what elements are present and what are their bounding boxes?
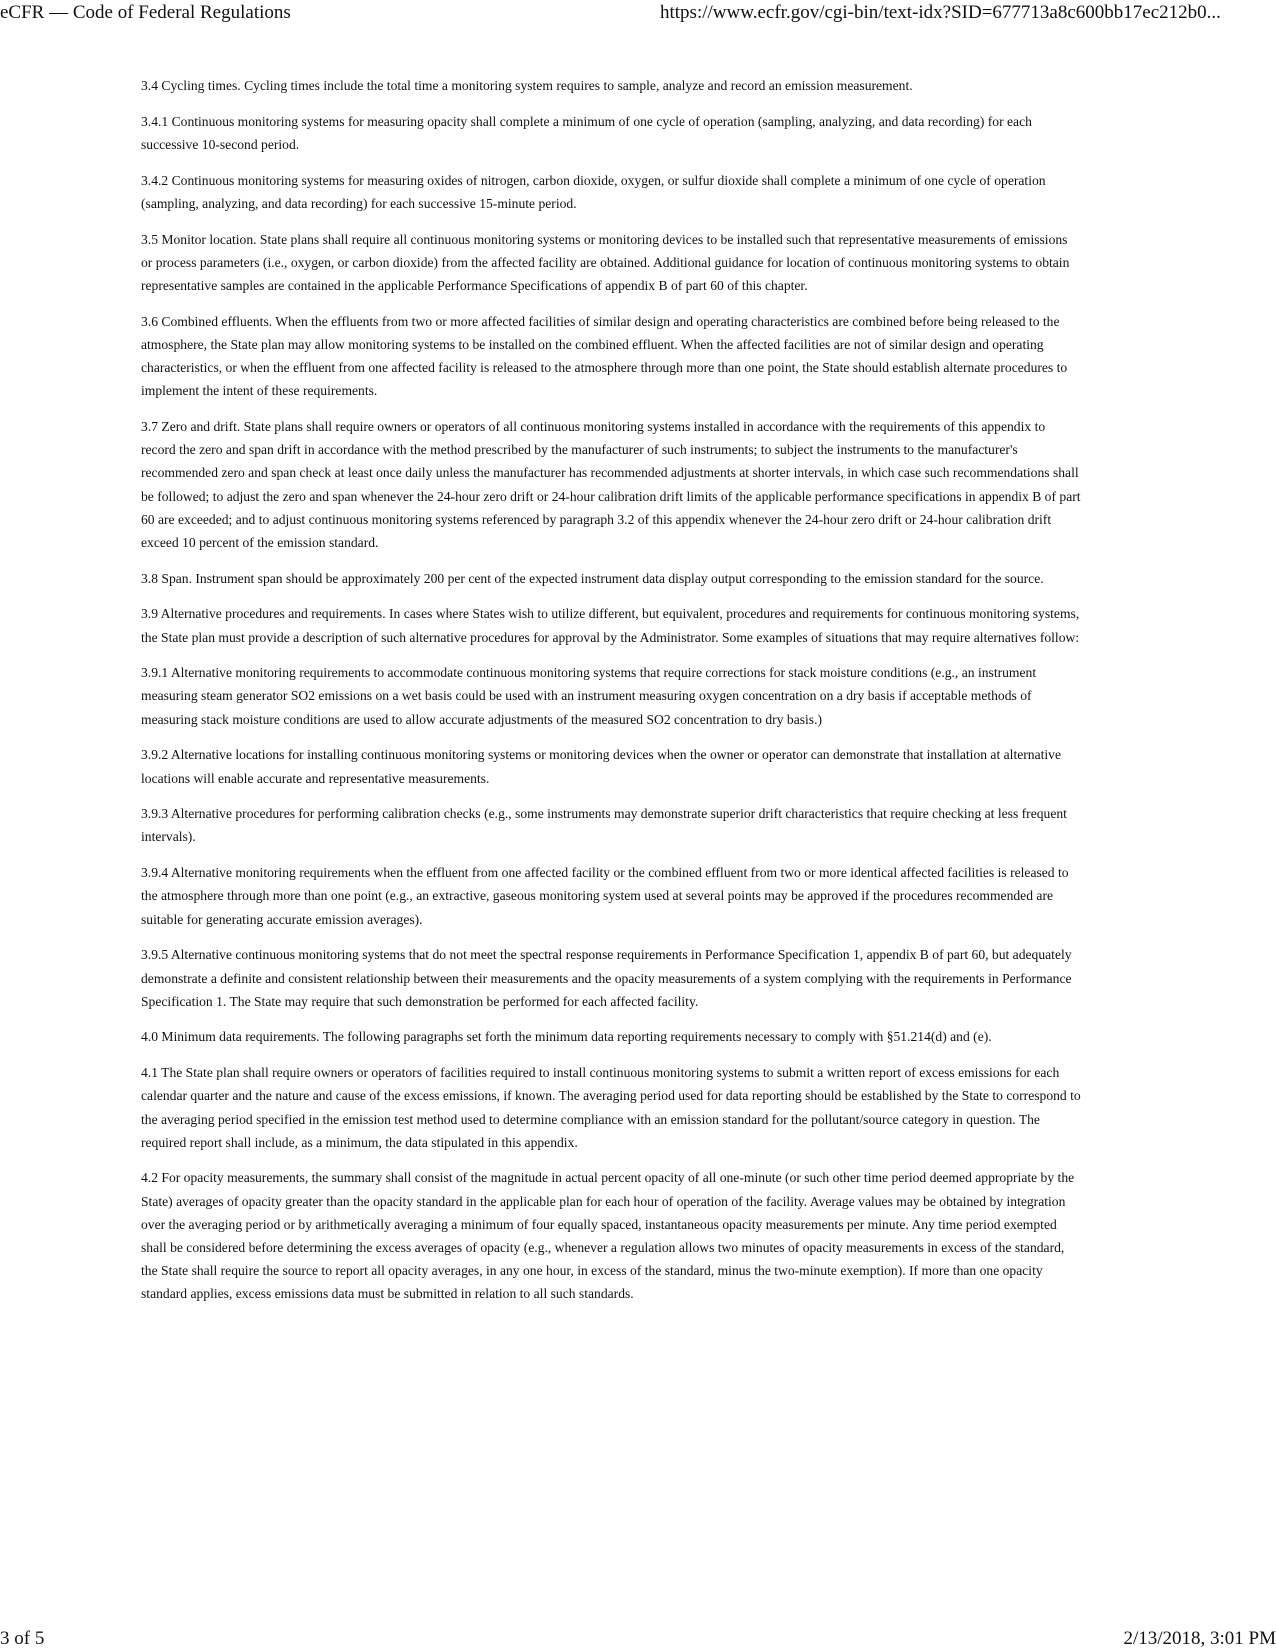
regulation-text bbox=[141, 74, 1081, 1318]
page-title: eCFR — Code of Federal Regulations bbox=[0, 2, 291, 23]
print-timestamp: 2/13/2018, 3:01 PM bbox=[1123, 1628, 1276, 1649]
paragraph: 3.7 Zero and drift. State plans shall require owners or operators of all continuous monitoring systems installed in accordance with the requirements of this appendix to record the zero and span drift in accordance with the method prescribed by the manufacturer of such instruments; to subject the instruments to the manufacturer's recommended zero and span check at least once daily unless the manufacturer has recommended adjustments at shorter intervals, in which case such recommendations shall be followed; to adjust the zero and span whenever the 24-hour zero drift or 24-hour calibration drift limits of the applicable performance specifications in appendix B of part 60 are exceeded; and to adjust continuous monitoring systems referenced by paragraph 3.2 of this appendix whenever the 24-hour zero drift or 24-hour calibration drift exceed 10 percent of the emission standard. bbox=[141, 418, 1081, 550]
paragraph: 4.2 For opacity measurements, the summary shall consist of the magnitude in actual percent opacity of all one-minute (or such other time period deemed appropriate by the State) averages of opacity greater than the opacity standard in the applicable plan for each hour of operation of the facility. Average values may be obtained by integration over the averaging period or by arithmetically averaging a minimum of four equally spaced, instantaneous opacity measurements per minute. Any time period exempted shall be considered before determining the excess averages of opacity (e.g., whenever a regulation allows two minutes of opacity measurements in excess of the standard, the State shall require the source to report all opacity averages, in any one hour, in excess of the standard, minus the two-minute exemption). If more than one opacity standard applies, excess emissions data must be submitted in relation to all such standards. bbox=[141, 1170, 1075, 1302]
paragraph: 3.9 Alternative procedures and requirements. In cases where States wish to utilize different, but equivalent, procedures and requirements for continuous monitoring systems, the State plan must provide a description of such alternative procedures for approval by the Administrator. Some examples of situations that may require alternatives follow: bbox=[141, 606, 1080, 645]
paragraph: 3.9.5 Alternative continuous monitoring systems that do not meet the spectral response requirements in Performance Specification 1, appendix B of part 60, but adequately demonstrate a definite and consistent relationship between their measurements and the opacity measurements of a system complying with the requirements in Performance Specification 1. The State may require that such demonstration be performed for each affected facility. bbox=[141, 947, 1072, 1009]
page-number: 3 of 5 bbox=[0, 1628, 45, 1649]
paragraph: 3.9.4 Alternative monitoring requirements when the effluent from one affected facility or the combined effluent from two or more identical affected facilities is released to the atmosphere through more than one point (e.g., an extractive, gaseous monitoring system used at several points may be approved if the procedures recommended are suitable for generating accurate emission averages). bbox=[141, 865, 1069, 927]
paragraph: 4.1 The State plan shall require owners or operators of facilities required to install continuous monitoring systems to submit a written report of excess emissions for each calendar quarter and the nature and cause of the excess emissions, if known. The averaging period used for data reporting should be established by the State to correspond to the averaging period specified in the emission test method used to determine compliance with an emission standard for the pollutant/source category in question. The required report shall include, as a minimum, the data stipulated in this appendix. bbox=[141, 1065, 1081, 1150]
paragraph: 3.8 Span. Instrument span should be approximately 200 per cent of the expected instrument data display output corresponding to the emission standard for the source. bbox=[141, 570, 1044, 586]
paragraph: 3.6 Combined effluents. When the effluents from two or more affected facilities of similar design and operating characteristics are combined before being released to the atmosphere, the State plan may allow monitoring systems to be installed on the combined effluent. When the affected facilities are not of similar design and operating characteristics, or when the effluent from one affected facility is released to the atmosphere through more than one point, the State should establish alternate procedures to implement the intent of these requirements. bbox=[141, 313, 1068, 399]
paragraph: 3.9.3 Alternative procedures for performing calibration checks (e.g., some instruments may demonstrate superior drift characteristics that require checking at less frequent intervals). bbox=[141, 806, 1067, 845]
paragraph: 3.4 Cycling times. Cycling times include the total time a monitoring system requires to sample, analyze and record an emission measurement. bbox=[141, 78, 913, 93]
page-url: https://www.ecfr.gov/cgi-bin/text-idx?SID=677713a8c600bb17ec212b0... bbox=[660, 2, 1221, 23]
paragraph: 3.9.2 Alternative locations for installing continuous monitoring systems or monitoring devices when the owner or operator can demonstrate that installation at alternative locations will enable accurate and representative measurements. bbox=[141, 747, 1062, 786]
paragraph: 3.4.2 Continuous monitoring systems for measuring oxides of nitrogen, carbon dioxide, oxygen, or sulfur dioxide shall complete a minimum of one cycle of operation (sampling, analyzing, and data recording) for each successive 15-minute period. bbox=[141, 172, 1046, 211]
paragraph: 4.0 Minimum data requirements. The following paragraphs set forth the minimum data reporting requirements necessary to comply with §51.214(d) and (e). bbox=[141, 1029, 992, 1045]
paragraph: 3.9.1 Alternative monitoring requirements to accommodate continuous monitoring systems that require corrections for stack moisture conditions (e.g., an instrument measuring steam generator SO2 emissions on a wet basis could be used with an instrument measuring oxygen concentration on a dry basis if acceptable methods of measuring stack moisture conditions are used to allow accurate adjustments of the measured SO2 concentration to dry basis.) bbox=[141, 665, 1037, 727]
paragraph: 3.4.1 Continuous monitoring systems for measuring opacity shall complete a minimum of one cycle of operation (sampling, analyzing, and data recording) for each successive 10-second period. bbox=[141, 113, 1032, 152]
paragraph: 3.5 Monitor location. State plans shall require all continuous monitoring systems or monitoring devices to be installed such that representative measurements of emissions or process parameters (i.e., oxygen, or carbon dioxide) from the affected facility are obtained. Additional guidance for location of continuous monitoring systems to obtain representative samples are contained in the applicable Performance Specifications of appendix B of part 60 of this chapter. bbox=[141, 231, 1070, 293]
